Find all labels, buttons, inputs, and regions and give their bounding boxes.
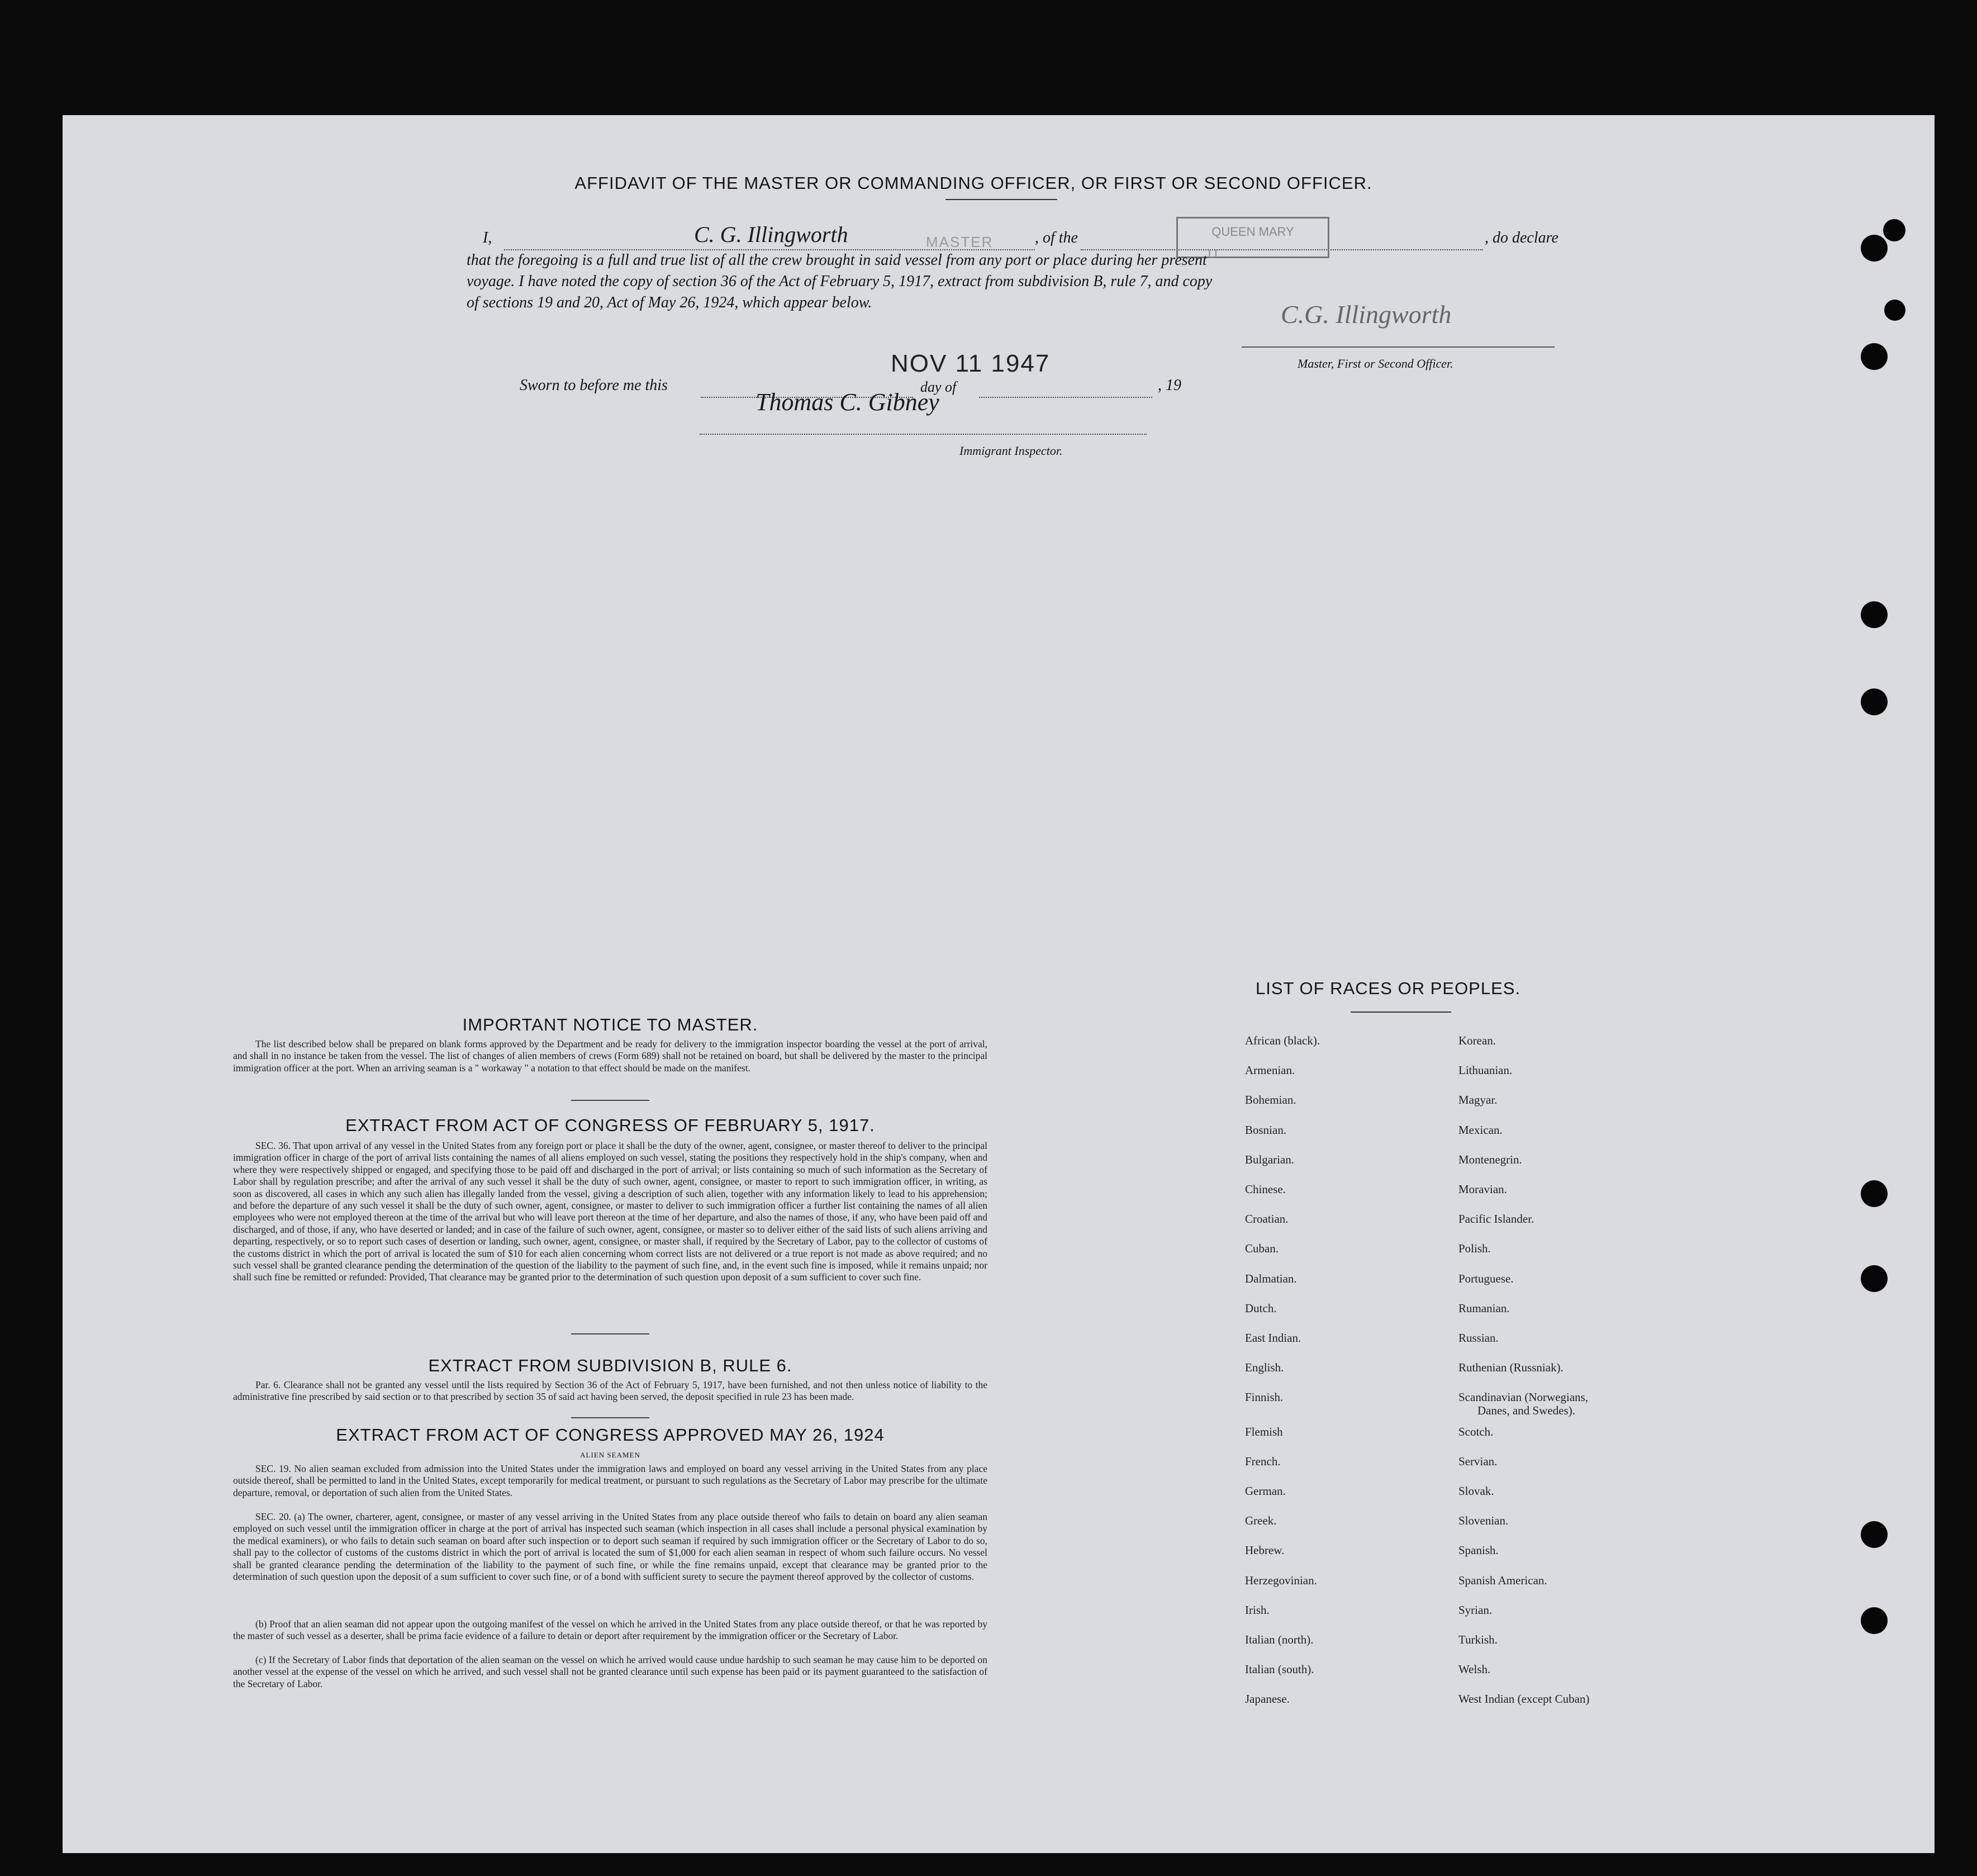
race-item: Polish. xyxy=(1458,1242,1491,1256)
race-item: Spanish. xyxy=(1458,1543,1499,1557)
of-the-text: , of the xyxy=(1035,229,1078,246)
race-item: Servian. xyxy=(1458,1454,1498,1468)
punch-hole xyxy=(1861,1521,1888,1548)
race-item: Finnish. xyxy=(1245,1390,1284,1404)
notice-body: The list described below shall be prepared on blank forms approved by the Department and be ready for delivery to the immigration inspector boarding the vessel at the port of arrival, and shall in no instance be taken from the vessel. The list of changes of alien members of crews (Form 689) shall not be retained on board, but shall be delivered by the master to the principal immigration officer at the port. When an arriving seaman is a " workaway " a notation to that effect should be made on the manifest. xyxy=(233,1038,987,1074)
punch-hole xyxy=(1861,1607,1888,1634)
vessel-stamp-line1: QUEEN MARY xyxy=(1211,225,1294,239)
race-item: Welsh. xyxy=(1458,1663,1491,1676)
race-item: Spanish American. xyxy=(1458,1573,1547,1587)
race-item: Armenian. xyxy=(1245,1063,1295,1077)
race-item: Turkish. xyxy=(1458,1633,1498,1646)
race-item: Japanese. xyxy=(1245,1692,1290,1706)
punch-hole xyxy=(1883,219,1905,241)
race-item: Pacific Islander. xyxy=(1458,1212,1534,1226)
race-item: Russian. xyxy=(1458,1331,1499,1345)
extract-1924-subtitle: ALIEN SEAMEN xyxy=(580,1451,640,1459)
notice-title: IMPORTANT NOTICE TO MASTER. xyxy=(462,1015,758,1034)
sec20c-body: (c) If the Secretary of Labor finds that deportation of the alien seaman on the vessel on which he arrived would cause undue hardship to such seaman he may cause him to be deported on another vessel at the expense of the vessel on which he arrived, and such vessel shall not be granted clearance until such expense has been paid or its payment guaranteed to the satisfaction of the Secretary of Labor. xyxy=(233,1654,987,1689)
rule6-divider xyxy=(571,1417,649,1418)
race-item: East Indian. xyxy=(1245,1331,1301,1345)
inspector-signature: Thomas C. Gibney xyxy=(755,388,939,416)
officer-signature-line xyxy=(1242,346,1555,348)
race-item: Croatian. xyxy=(1245,1212,1289,1226)
race-item: Mexican. xyxy=(1458,1123,1503,1137)
sec20b-body: (b) Proof that an alien seaman did not appear upon the outgoing manifest of the vessel on which he arrived in the United States from any place outside thereof, or that he was reported by the master of such vessel as a deserter, shall be prima facie evidence of a failure to detain or deport after requirement by the immigration officer or the Secretary of Labor. xyxy=(233,1618,987,1642)
races-title-underline xyxy=(1351,1011,1451,1013)
race-item: Cuban. xyxy=(1245,1242,1279,1256)
sec20a-body: SEC. 20. (a) The owner, charterer, agent, consignee, or master of any vessel arriving in the United States from any place outside thereof who fails to detain on board any alien seaman employed on such vessel until the immigration officer in charge at the port of arrival has inspected such seaman (which inspection in all cases shall include a personal physical examination by the medical examiners), or who fails to detain such seaman on board after such inspection or to deport such seaman if required by such immigration officer or the Secretary of Labor to do so, shall pay to the collector of customs of the customs district in which the port of arrival is located the sum of $1,000 for each alien seaman in respect of whom such failure occurs. No vessel shall be granted clearance pending the determination of the liability to the payment of such fine, or while the fine remains unpaid, except that clearance may be granted prior to the determination of such question upon the deposit of a sum sufficient to cover such fine, or of a bond with sufficient surety to secure the payment thereof approved by the collector of customs. xyxy=(233,1511,987,1583)
do-declare-text: , do declare xyxy=(1485,229,1558,246)
race-item: Scotch. xyxy=(1458,1424,1494,1438)
year-prefix: , 19 xyxy=(1158,377,1181,394)
declaration-line-3: of sections 19 and 20, Act of May 26, 1924, which appear below. xyxy=(467,294,872,311)
race-item: Bulgarian. xyxy=(1245,1152,1295,1166)
race-item: Italian (north). xyxy=(1245,1633,1314,1646)
race-item: Lithuanian. xyxy=(1458,1063,1513,1077)
race-item: Magyar. xyxy=(1458,1093,1498,1107)
race-item: Portuguese. xyxy=(1458,1271,1514,1285)
race-item: English. xyxy=(1245,1361,1284,1375)
sworn-month-line xyxy=(979,397,1152,398)
race-item: Slovak. xyxy=(1458,1484,1494,1498)
race-item: Rumanian. xyxy=(1458,1301,1510,1315)
title-underline xyxy=(945,199,1057,200)
inspector-line xyxy=(700,434,1147,435)
punch-hole xyxy=(1861,601,1888,628)
race-item: Hebrew. xyxy=(1245,1543,1285,1557)
master-title-stamp: MASTER xyxy=(926,234,994,250)
extract-1917-body: SEC. 36. That upon arrival of any vessel in the United States from any foreign port or place it shall be the duty of the owner, agent, consignee, or master thereof to deliver to the principal immigration officer in charge of the port of arrival lists containing the names of all aliens employed on such vessel, stating the positions they respectively hold in the ship's company, when and where they were respectively shipped or engaged, and specifying those to be paid off and discharged in the port of arrival; or lists containing so much of such information as the Secretary of Labor shall by regulation prescribe; and after the arrival of any such vessel it shall be the duty of such owner, agent, consignee, or master to report to such immigration officer, in writing, as soon as discovered, all cases in which any such alien has illegally landed from the vessel, giving a description of such alien, together with any information likely to lead to his apprehension; and before the departure of any such vessel it shall be the duty of such owner, agent, consignee, or master to deliver to such immigration officer a further list containing the names of all alien employees who were not employed thereon at the time of the arrival but who will leave port thereon at the time of her departure, and also the names of those, if any, who have been paid off and discharged, and of those, if any, who have deserted or landed; and in case of the failure of such owner, agent, consignee, or master so to deliver either of the said lists of such aliens arriving and departing, respectively, or so to report such cases of desertion or landing, such owner, agent, consignee, or master shall, if required by the Secretary of Labor, pay to the collector of customs of the customs district in which the port of arrival is located the sum of $10 for each alien concerning whom correct lists are not delivered or a true report is not made as above required; and no such vessel shall be granted clearance pending the determination of the question of the liability to the payment of such fine, and, in the event such fine is imposed, while it remains unpaid; nor shall such fine be remitted or refunded: Provided, That clearance may be granted prior to the determination of such question upon deposit of a sum sufficient to cover such fine. xyxy=(233,1140,987,1283)
notice-divider xyxy=(571,1100,649,1101)
race-item: German. xyxy=(1245,1484,1286,1498)
race-item: Herzegovinian. xyxy=(1245,1573,1317,1587)
inspector-caption: Immigrant Inspector. xyxy=(959,444,1063,458)
punch-hole xyxy=(1861,688,1888,715)
sec19-body: SEC. 19. No alien seaman excluded from admission into the United States under the immigration laws and employed on board any vessel arriving in the United States from any place outside thereof, shall be permitted to land in the United States, except temporarily for medical treatment, or pursuant to such regulations as the Secretary of Labor may prescribe for the ultimate departure, removal, or deportation of such alien from the United States. xyxy=(233,1463,987,1498)
race-item: Bosnian. xyxy=(1245,1123,1287,1137)
sworn-text: Sworn to before me this xyxy=(520,377,668,394)
document-page xyxy=(63,115,1935,1853)
punch-hole xyxy=(1861,1265,1888,1292)
i-word: I, xyxy=(483,229,492,246)
race-item: Syrian. xyxy=(1458,1603,1493,1617)
date-stamp: NOV 11 1947 xyxy=(891,350,1051,377)
punch-hole xyxy=(1861,1180,1888,1207)
punch-hole xyxy=(1861,235,1888,262)
race-item: African (black). xyxy=(1245,1034,1320,1047)
race-item: Italian (south). xyxy=(1245,1663,1314,1676)
race-item: Greek. xyxy=(1245,1514,1277,1528)
extract-1917-title: EXTRACT FROM ACT OF CONGRESS OF FEBRUARY 5, 1917. xyxy=(345,1115,875,1135)
race-item: Moravian. xyxy=(1458,1182,1507,1196)
race-item: Ruthenian (Russniak). xyxy=(1458,1361,1563,1375)
race-item: Irish. xyxy=(1245,1603,1270,1617)
race-item: Montenegrin. xyxy=(1458,1152,1522,1166)
punch-hole xyxy=(1861,343,1888,370)
extract-1924-title: EXTRACT FROM ACT OF CONGRESS APPROVED MAY 26, 1924 xyxy=(336,1425,885,1445)
extract-1917-divider xyxy=(571,1333,649,1334)
race-item: Korean. xyxy=(1458,1034,1496,1047)
officer-caption: Master, First or Second Officer. xyxy=(1298,357,1453,371)
officer-signature: C.G. Illingworth xyxy=(1281,300,1452,329)
day-of-text: day of xyxy=(920,379,957,395)
race-item: French. xyxy=(1245,1454,1281,1468)
race-item: Bohemian. xyxy=(1245,1093,1296,1107)
declaration-line-1: that the foregoing is a full and true list of all the crew brought in said vessel from any port or place during her present xyxy=(467,251,1207,269)
race-item: Danes, and Swedes). xyxy=(1477,1404,1575,1418)
race-item: Chinese. xyxy=(1245,1182,1286,1196)
rule6-body: Par. 6. Clearance shall not be granted any vessel until the lists required by Section 36 of the Act of February 5, 1917, have been furnished, and not then unless notice of liability to the administrative fine prescribed by said section or to that prescribed by section 35 of said act having been served, the deposit specified in rule 23 has been made. xyxy=(233,1379,987,1403)
declaration-line-2: voyage. I have noted the copy of section 36 of the Act of February 5, 1917, extract from subdivision B, rule 7, and copy xyxy=(467,273,1213,290)
vessel-stamp-line2: LI xyxy=(1208,248,1218,260)
race-item: West Indian (except Cuban) xyxy=(1458,1692,1590,1706)
race-item: Scandinavian (Norwegians, xyxy=(1458,1390,1589,1404)
punch-hole xyxy=(1884,300,1905,321)
rule6-title: EXTRACT FROM SUBDIVISION B, RULE 6. xyxy=(428,1356,792,1375)
races-title: LIST OF RACES OR PEOPLES. xyxy=(1256,979,1521,998)
race-item: Dalmatian. xyxy=(1245,1271,1297,1285)
race-item: Flemish xyxy=(1245,1424,1283,1438)
race-item: Dutch. xyxy=(1245,1301,1277,1315)
race-item: Slovenian. xyxy=(1458,1514,1509,1528)
master-signature: C. G. Illingworth xyxy=(694,222,848,247)
affidavit-title: AFFIDAVIT OF THE MASTER OR COMMANDING OFFICER, OR FIRST OR SECOND OFFICER. xyxy=(574,173,1372,193)
